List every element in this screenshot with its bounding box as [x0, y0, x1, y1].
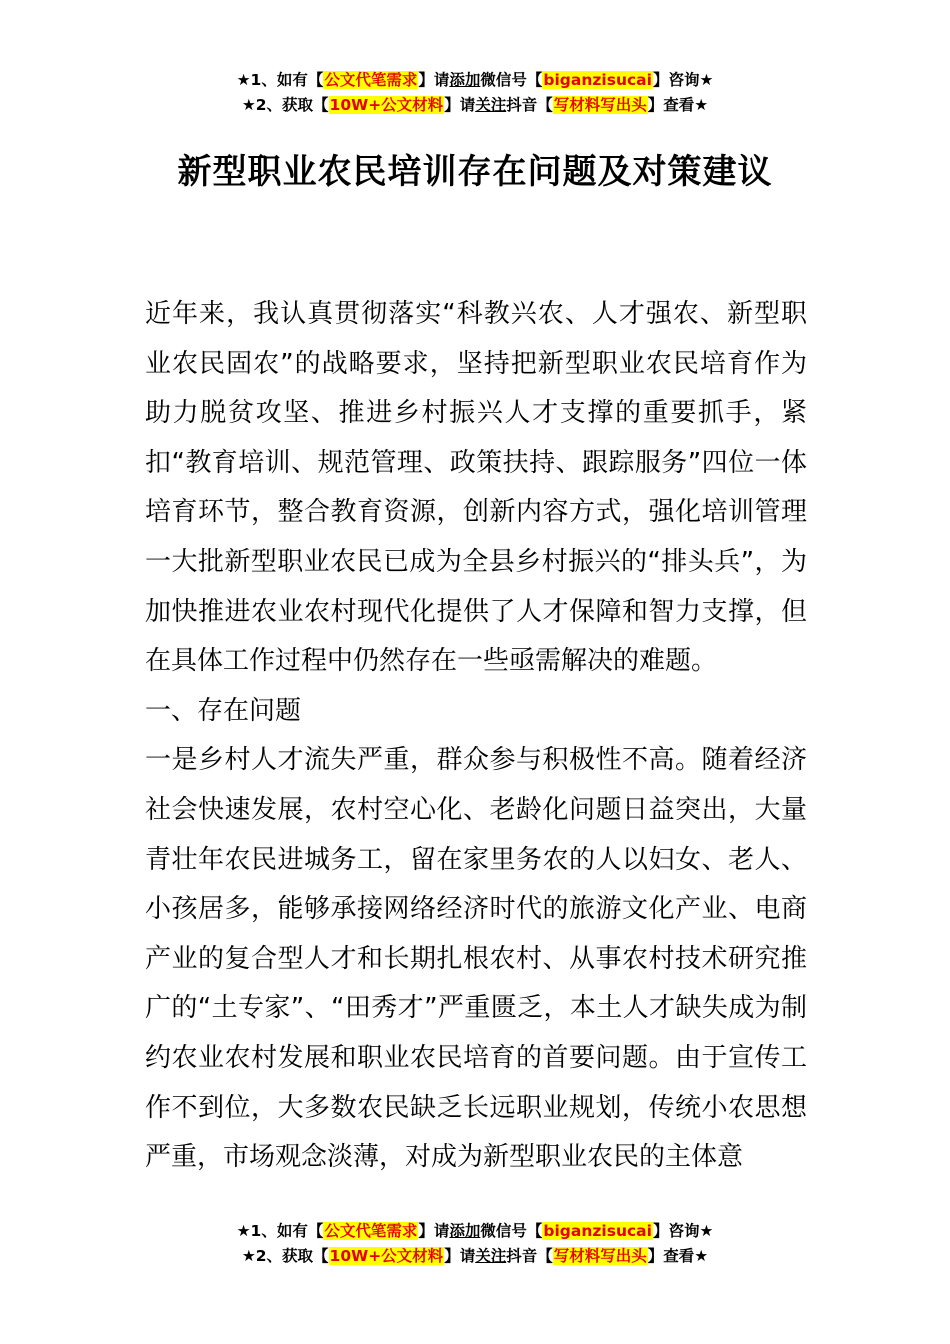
- promo-highlight-douyin: 写材料写出头: [553, 1247, 647, 1265]
- promo-text: 】请: [444, 96, 476, 114]
- promo-underline: 关注: [475, 96, 507, 114]
- promo-highlight: 10W+公文材料: [329, 1247, 444, 1265]
- promo-text: 】查看★: [647, 96, 709, 114]
- promo-underline: 添加: [449, 1222, 481, 1240]
- promo-line-1: [0, 68, 950, 93]
- promo-line-2: [0, 93, 950, 118]
- promo-highlight: 10W+公文材料: [329, 96, 444, 114]
- promo-text: 】咨询★: [652, 71, 714, 89]
- promo-text: 抖音【: [506, 1247, 553, 1265]
- body-paragraph: 一是乡村人才流失严重，群众参与积极性不高。随着经济社会快速发展，农村空心化、老龄化问题日益突出，大量青壮年农民进城务工，留在家里务农的人以妇女、老人、小孩居多，能够承接网络经济时代的旅游文化产业、电商产业的复合型人才和长期扎根农村、从事农村技术研究推广的“土专家”、“田秀才”严重匮乏，本土人才缺失成为制约农业农村发展和职业农民培育的首要问题。由于宣传工作不到位，大多数农民缺乏长远职业规划，传统小农思想严重，市场观念淡薄，对成为新型职业农民的主体意: [145, 745, 807, 1173]
- section-heading: 一、存在问题: [145, 695, 302, 726]
- promo-text: ★1、如有【: [236, 1222, 324, 1240]
- promo-text: ★2、获取【: [241, 1247, 329, 1265]
- document-body: [145, 290, 807, 1183]
- promo-text: 微信号【: [480, 71, 543, 89]
- promo-text: 】请: [444, 1247, 476, 1265]
- promo-banner-top: [0, 68, 950, 118]
- promo-text: 】查看★: [647, 1247, 709, 1265]
- document-title: 新型职业农民培训存在问题及对策建议: [177, 152, 773, 192]
- promo-highlight-wechat: biganzisucai: [543, 1222, 652, 1240]
- promo-text: 抖音【: [506, 96, 553, 114]
- promo-text: 】请: [418, 1222, 450, 1240]
- promo-text: 】咨询★: [652, 1222, 714, 1240]
- promo-line-2: [0, 1244, 950, 1269]
- promo-banner-bottom: [0, 1219, 950, 1269]
- promo-text: ★2、获取【: [241, 96, 329, 114]
- intro-paragraph: 近年来，我认真贯彻落实“科教兴农、人才强农、新型职业农民固农”的战略要求，坚持把新型职业农民培育作为助力脱贫攻坚、推进乡村振兴人才支撑的重要抓手，紧扣“教育培训、规范管理、政策扶持、跟踪服务”四位一体培育环节，整合教育资源，创新内容方式，强化培训管理一大批新型职业农民已成为全县乡村振兴的“排头兵”，为加快推进农业农村现代化提供了人才保障和智力支撑，但在具体工作过程中仍然存在一些亟需解决的难题。: [145, 299, 807, 677]
- promo-text: 】请: [418, 71, 450, 89]
- promo-highlight-wechat: biganzisucai: [543, 71, 652, 89]
- promo-text: 微信号【: [480, 1222, 543, 1240]
- promo-line-1: [0, 1219, 950, 1244]
- promo-highlight: 公文代笔需求: [324, 1222, 418, 1240]
- promo-highlight: 公文代笔需求: [324, 71, 418, 89]
- promo-highlight-douyin: 写材料写出头: [553, 96, 647, 114]
- promo-underline: 添加: [449, 71, 481, 89]
- promo-underline: 关注: [475, 1247, 507, 1265]
- promo-text: ★1、如有【: [236, 71, 324, 89]
